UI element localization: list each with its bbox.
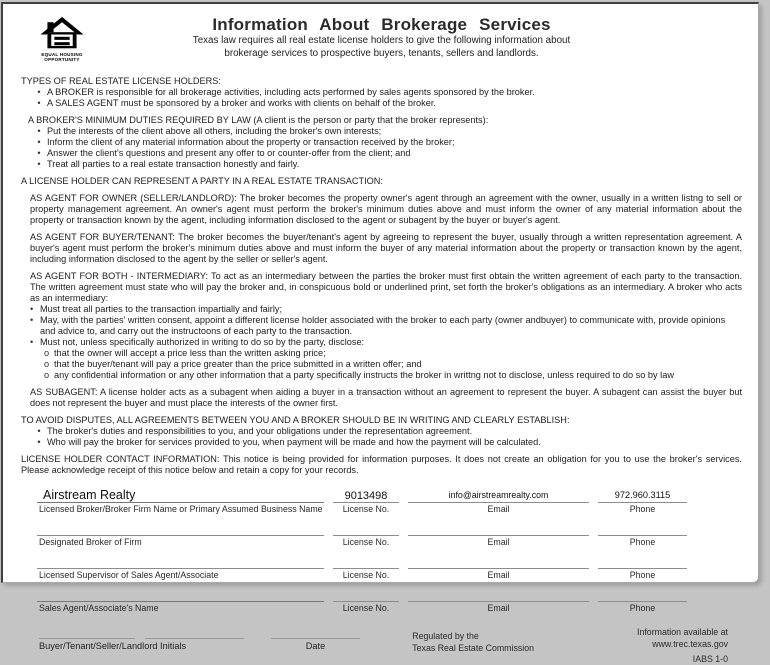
list-item-text: A SALES AGENT must be sponsored by a broker and works with clients on behalf of the broker.: [47, 98, 436, 108]
form-footer: [21, 626, 742, 665]
field-label: Phone: [629, 504, 656, 514]
list-item: [31, 98, 742, 109]
bullet-icon: •: [37, 437, 41, 447]
list-item-text: Who will pay the broker for services provided to you, when payment will be made and how the payment will be calculated.: [47, 437, 541, 447]
logo-caption: OPPORTUNITY: [44, 56, 80, 62]
designated-broker-email-field[interactable]: [408, 519, 589, 535]
field-label: Sales Agent/Associate's Name: [39, 603, 159, 613]
field-label: Email: [487, 603, 510, 613]
list-item-text: Inform the client of any material information about the property or transaction received by the broker;: [47, 137, 455, 147]
supervisor-phone-field[interactable]: [598, 552, 687, 568]
bullet-icon: •: [37, 137, 41, 147]
logo-caption: EQUAL HOUSING: [41, 52, 83, 57]
bullet-icon: •: [30, 304, 34, 314]
sub-list-item: [44, 370, 742, 381]
page-subtitle-line: brokerage services to prospective buyers, tenants, sellers and landlords.: [224, 47, 539, 59]
designated-broker-phone-field[interactable]: [598, 519, 687, 535]
list-item-text: Answer the client's questions and present any offer to or counter-offer from the client; and: [47, 148, 411, 158]
field-label: Designated Broker of Firm: [39, 537, 142, 547]
paragraph-subagent: AS SUBAGENT: A license holder acts as a subagent when aiding a buyer in a transaction without an agreement to represent the buyer. A subagent can assist the buyer but does not represent the buyer and must place the interests of the owner first.: [30, 387, 742, 408]
supervisor-name-field[interactable]: [37, 551, 324, 568]
list-item-text: Put the interests of the client above all others, including the broker's own interests;: [47, 126, 382, 136]
paragraph-contact-information: LICENSE HOLDER CONTACT INFORMATION: This notice is being provided for information purposes. It does not create an obligation for you to use the broker's services. Please acknowledge receipt of this notice below and retain a copy for your records.: [21, 454, 742, 475]
field-label: Phone: [629, 537, 656, 547]
field-label: Email: [487, 570, 510, 580]
designated-broker-name-field[interactable]: [37, 518, 324, 535]
form-row-licensed-supervisor: [21, 551, 742, 581]
designated-broker-license-no-field[interactable]: [333, 519, 399, 535]
contact-form-table: [21, 484, 742, 614]
sub-bullet-icon: o: [44, 370, 50, 380]
equal-housing-opportunity-logo: [29, 16, 95, 63]
form-row-designated-broker: [21, 518, 742, 548]
page-title: Information About Brokerage Services: [212, 15, 551, 34]
date-block: [271, 626, 360, 651]
field-label: License No.: [342, 504, 390, 514]
initials-block: [39, 626, 255, 651]
list-item-text: The broker's duties and responsibilities to you, and your obligations under the representation agreement.: [47, 426, 473, 436]
field-label: Email: [487, 504, 510, 514]
date-line[interactable]: [271, 626, 360, 639]
list-item-text: A BROKER is responsible for all brokerage activities, including acts performed by sales agents sponsored by the broker.: [47, 87, 535, 97]
field-label: Phone: [629, 603, 656, 613]
bullet-icon: •: [30, 337, 34, 347]
bullet-icon: •: [37, 126, 41, 136]
list-item-text: Treat all parties to a real estate transaction honestly and fairly.: [47, 159, 300, 169]
document-header: [21, 12, 742, 70]
sales-agent-license-no-field[interactable]: [333, 585, 399, 601]
list-item: [31, 426, 742, 437]
list-item-text: that the buyer/tenant will pay a price greater than the price submitted in a written offer; and: [54, 359, 422, 369]
bullet-icon: •: [37, 426, 41, 436]
list-item-text: that the owner will accept a price less than the written asking price;: [54, 348, 326, 358]
bullet-icon: •: [37, 98, 41, 108]
list-item-text: Must not, unless specifically authorized in writing to do so by the party, disclose:: [40, 337, 365, 347]
bullet-icon: •: [30, 315, 34, 325]
section-heading-license-types: TYPES OF REAL ESTATE LICENSE HOLDERS:: [21, 76, 221, 86]
broker-email-field[interactable]: info@airstreamrealty.com: [448, 490, 549, 500]
regulated-by-text: [412, 626, 534, 654]
regulated-line: Texas Real Estate Commission: [412, 643, 534, 653]
field-label: License No.: [342, 603, 390, 613]
broker-firm-name-field[interactable]: Airstream Realty: [43, 488, 136, 502]
page-subtitle-line: Texas law requires all real estate license holders to give the following information about: [192, 35, 571, 46]
form-row-sales-agent: [21, 584, 742, 614]
initials-label: Buyer/Tenant/Seller/Landlord Initials: [39, 641, 187, 651]
list-item: [30, 315, 742, 337]
list-item: [31, 137, 742, 148]
list-item: [30, 304, 742, 315]
supervisor-license-no-field[interactable]: [333, 552, 399, 568]
field-label: Email: [487, 537, 510, 547]
regulated-line: Regulated by the: [412, 631, 479, 641]
broker-phone-field[interactable]: 972.960.3115: [614, 490, 671, 500]
iabs-form-page: [1, 2, 759, 664]
field-label: License No.: [342, 537, 390, 547]
sub-bullet-icon: o: [44, 348, 50, 358]
info-available-text: Information available at www.trec.texas.gov: [637, 627, 728, 649]
list-item: [31, 126, 742, 137]
sub-list-item: [44, 359, 742, 370]
section-heading-avoid-disputes: TO AVOID DISPUTES, ALL AGREEMENTS BETWEEN YOU AND A BROKER SHOULD BE IN WRITING AND CLEARLY ESTABLISH:: [21, 415, 570, 425]
supervisor-email-field[interactable]: [408, 552, 589, 568]
bullet-icon: •: [37, 148, 41, 158]
initials-line-2[interactable]: [145, 626, 244, 639]
list-item-text: any confidential information or any other information that a party specifically instructs the broker in writtng not to disclose, unless required to do so by law: [54, 370, 674, 380]
footer-right: [560, 626, 728, 665]
paragraph-agent-for-buyer: AS AGENT FOR BUYER/TENANT: The broker becomes the buyer/tenant's agent by agreeing to represent the buyer, usually through a written representation agreement. A buyer's agent must perform the broker's minimum duties above and must inform the buyer of any material information about the property or transaction known by the agent, including information disclosed to the agent by the seller or seller's agent.: [30, 232, 742, 264]
bullet-icon: •: [37, 87, 41, 97]
list-item: [31, 159, 742, 170]
initials-line-1[interactable]: [39, 626, 135, 639]
bullet-icon: •: [37, 159, 41, 169]
list-item: [30, 337, 742, 348]
date-label: Date: [305, 641, 326, 651]
broker-license-no-field[interactable]: 9013498: [344, 490, 388, 502]
field-label: License No.: [342, 570, 390, 580]
paragraph-agent-for-owner: AS AGENT FOR OWNER (SELLER/LANDLORD): The broker becomes the property owner's agent through an agreement with the owner, usually in a written listng to sell or property management agreement. An owner's agent must perform the broker's minimum duties above and must inform the owner of any material information about the property or transaction known by the agent, including information disclosed to the agent or subagent by the buyer or buyer's agent.: [30, 193, 742, 225]
sales-agent-phone-field[interactable]: [598, 585, 687, 601]
list-item: [31, 87, 742, 98]
section-heading-represent-party: A LICENSE HOLDER CAN REPRESENT A PARTY IN A REAL ESTATE TRANSACTION:: [21, 176, 383, 186]
form-code: IABS 1-0: [692, 654, 728, 664]
section-heading-minimum-duties: A BROKER'S MINIMUM DUTIES REQUIRED BY LAW (A client is the person or party that the broker represents):: [28, 115, 489, 125]
field-label: Licensed Supervisor of Sales Agent/Associate: [39, 570, 219, 580]
sales-agent-name-field[interactable]: [37, 584, 324, 601]
list-item-text: May, with the parties' written consent, appoint a different license holder associated with the broker to each party (owner andbuyer) to communicate with, provide opinions and advice to, and carry out the instructoons of each party to the transaction.: [40, 315, 726, 336]
sales-agent-email-field[interactable]: [408, 585, 589, 601]
field-label: Licensed Broker/Broker Firm Name or Primary Assumed Business Name: [39, 504, 323, 514]
paragraph-intermediary: AS AGENT FOR BOTH - INTERMEDIARY: To act as an intermediary between the parties the broker must first obtain the written agreement of each party to the transaction. The written agreement must state who will pay the broker and, in conspicuous bold or underlined print, set forth the broker's obligations as an intermediary. A broker who acts as an intermediary:: [30, 271, 742, 303]
list-item: [31, 437, 742, 448]
field-label: Phone: [629, 570, 656, 580]
sub-list-item: [44, 348, 742, 359]
list-item-text: Must treat all parties to the transaction impartially and fairly;: [40, 304, 283, 314]
house-equal-icon: [29, 16, 95, 53]
sub-bullet-icon: o: [44, 359, 50, 369]
list-item: [31, 148, 742, 159]
form-row-licensed-broker: [21, 484, 742, 515]
